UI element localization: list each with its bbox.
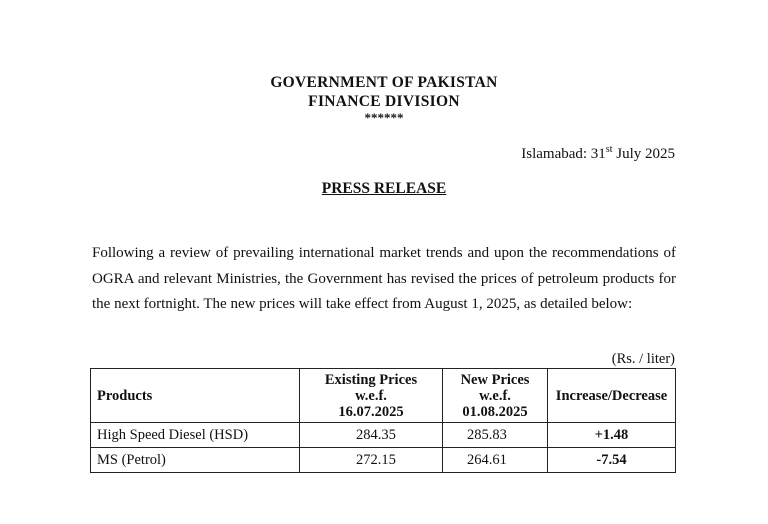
col-change: Increase/Decrease [548, 369, 676, 423]
price-table [90, 368, 676, 473]
header-separator: ****** [364, 110, 404, 125]
col-new-line3: 01.08.2025 [462, 403, 528, 420]
press-release-title: PRESS RELEASE [321, 180, 447, 197]
cell-existing-price: 272.15 [300, 448, 443, 473]
cell-change: -7.54 [548, 448, 676, 473]
col-products: Products [91, 369, 300, 423]
col-new-line2: w.e.f. [479, 387, 511, 404]
col-existing [300, 369, 443, 423]
col-new-line1: New Prices [460, 371, 530, 388]
col-new [443, 369, 548, 423]
cell-existing-price: 284.35 [300, 423, 443, 448]
table-row [91, 448, 676, 473]
col-existing-line2: w.e.f. [355, 387, 387, 404]
table-row [91, 423, 676, 448]
cell-new-price: 285.83 [443, 423, 548, 448]
header-government: GOVERNMENT OF PAKISTAN [270, 74, 498, 91]
dateline [521, 146, 675, 163]
body-paragraph: Following a review of prevailing international market trends and upon the recommendations of OGRA and relevant Ministries, the Government has revised the prices of petroleum products for the next fortnight. The new prices will take effect from August 1, 2025, as detailed below: [92, 245, 676, 312]
dateline-month-year: July 2025 [612, 146, 675, 162]
col-existing-line1: Existing Prices [324, 371, 418, 388]
dateline-suffix: st [605, 144, 613, 155]
cell-change: +1.48 [548, 423, 676, 448]
cell-new-price: 264.61 [443, 448, 548, 473]
cell-product: High Speed Diesel (HSD) [91, 423, 300, 448]
dateline-place-day: Islamabad: 31 [521, 146, 606, 162]
cell-product: MS (Petrol) [91, 448, 300, 473]
header-division: FINANCE DIVISION [308, 93, 460, 110]
table-header-row [91, 369, 676, 423]
unit-note: (Rs. / liter) [611, 351, 675, 367]
col-existing-line3: 16.07.2025 [338, 403, 404, 420]
